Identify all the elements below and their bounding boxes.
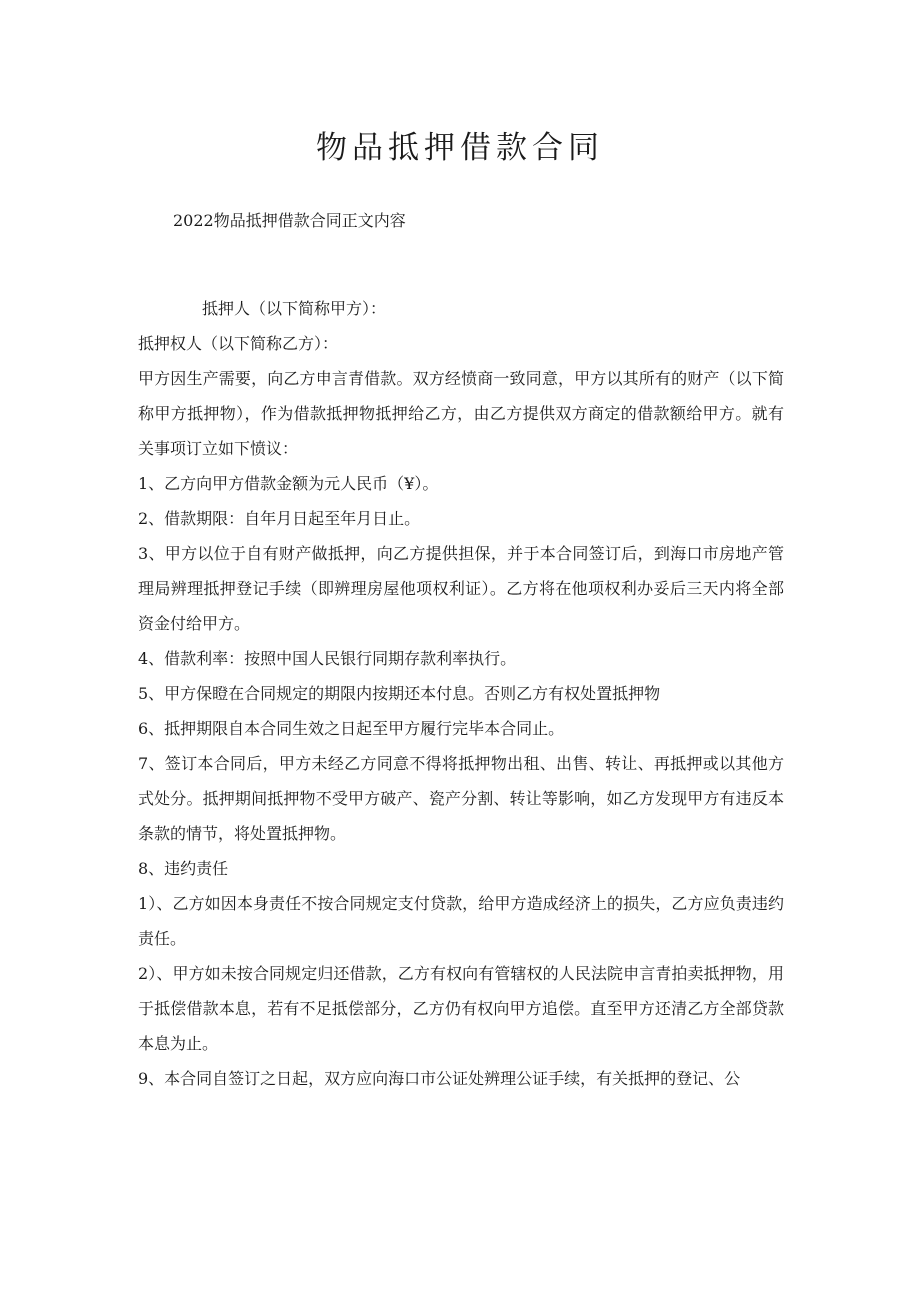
clause-2: 2、借款期限：自年月日起至年月日止。 (138, 509, 421, 528)
clause-1: 1、乙方向甲方借款金额为元人民币（¥）。 (138, 474, 439, 493)
clause-3: 3、甲方以位于自有财产做抵押，向乙方提供担保，并于本合同签订后，到海口市房地产管理局辨理抵押登记手续（即辨理房屋他项权利证）。乙方将在他项权利办妥后三天内将全部资金付给甲方。 (138, 544, 784, 633)
clause-6: 6、抵押期限自本合同生效之日起至甲方履行完毕本合同止。 (138, 719, 565, 738)
clause-8-item-1: 1）、乙方如因本身责任不按合同规定支付贷款，给甲方造成经济上的损失，乙方应负责违约责任。 (138, 894, 784, 948)
paragraph-mortgagor: 抵押人（以下简称甲方）： (202, 299, 387, 318)
document-body (138, 291, 784, 1096)
document-subtitle: 2022物品抵押借款合同正文内容 (173, 211, 406, 230)
clause-4: 4、借款利率：按照中国人民银行同期存款利率执行。 (138, 649, 517, 668)
clause-7: 7、签订本合同后，甲方未经乙方同意不得将抵押物出租、出售、转让、再抵押或以其他方式处分。抵押期间抵押物不受甲方破产、瓷产分割、转让等影响，如乙方发现甲方有违反本条款的情节，将处置抵押物。 (138, 754, 784, 843)
clause-8-item-2: 2）、甲方如未按合同规定归还借款，乙方有权向有管辖权的人民法院申言青拍卖抵押物，用于抵偿借款本息，若有不足抵偿部分，乙方仍有权向甲方追偿。直至甲方还清乙方全部贷款本息为止。 (138, 964, 784, 1053)
clause-8-heading: 8、违约责任 (138, 859, 229, 878)
clause-5: 5、甲方保瞪在合同规定的期限内按期还本付息。否则乙方有权处置抵押物 (138, 684, 661, 703)
paragraph-mortgagee: 抵押权人（以下简称乙方）： (138, 334, 339, 353)
document-title: 物品抵押借款合同 (316, 130, 604, 166)
paragraph-preamble: 甲方因生产需要，向乙方申言青借款。双方经愤商一致同意，甲方以其所有的财产（以下简称甲方抵押物），作为借款抵押物抵押给乙方，由乙方提供双方商定的借款额给甲方。就有关事项订立如下愤议： (138, 369, 784, 458)
clause-9: 9、本合同自签订之日起，双方应向海口市公证处辨理公证手续，有关抵押的登记、公 (138, 1069, 741, 1088)
